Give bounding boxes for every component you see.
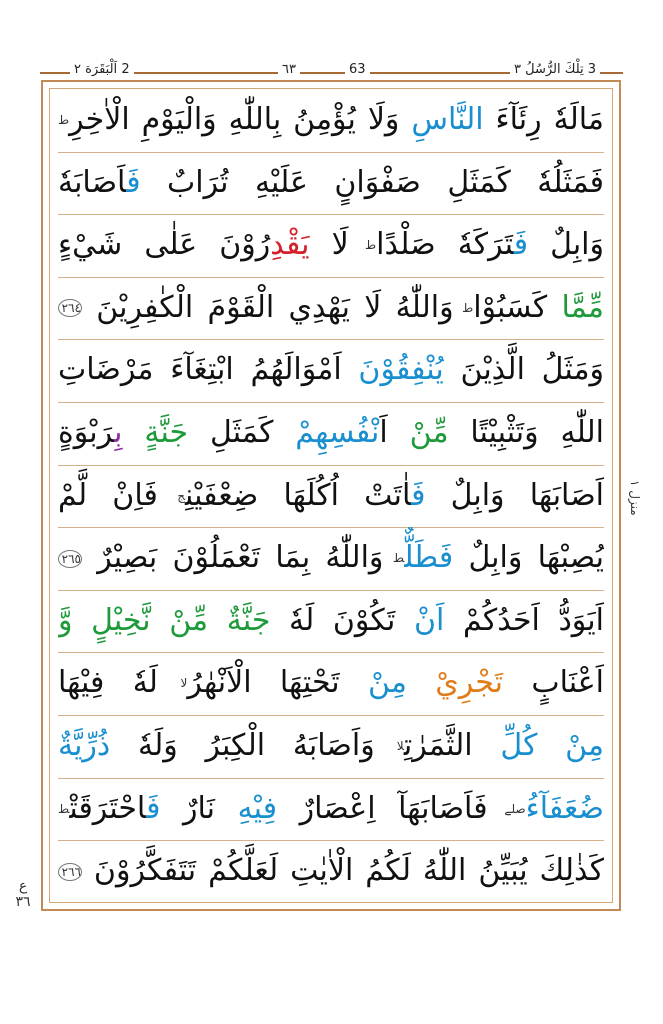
verse-text: بِ <box>114 415 123 450</box>
verse-text: وَلَا يُؤْمِنُ بِاللّٰهِ وَالْيَوْمِ الْاٰخِرِ <box>69 102 412 137</box>
verse-text: يُنْفِقُوْنَ <box>358 352 444 388</box>
verse-text: النَّاسِ <box>411 102 484 137</box>
verse-text: الثَّمَرٰتِ <box>403 728 501 763</box>
page-header <box>40 62 623 82</box>
verse-text: مِّمَّا <box>561 289 604 325</box>
verse-text <box>151 603 170 638</box>
verse-text: مَالَهٗ رِئَآءَ <box>483 102 604 137</box>
verse-text <box>407 665 435 700</box>
verse-text: يُصِبْهَا وَابِلٌ <box>453 540 604 576</box>
verse-text: لا <box>374 739 404 754</box>
text-area <box>49 88 613 903</box>
verse-text: اٰتَتْ اُكُلَهَا ضِعْفَيْنِ <box>185 477 412 513</box>
verse-line <box>58 527 604 591</box>
verse-text: كَذٰلِكَ يُبَيِّنُ اللّٰهُ لَكُمُ الْاٰيٰتِ لَعَلَّكُمْ تَتَفَكَّرُوْنَ <box>82 853 604 889</box>
verse-text: ط <box>383 551 405 566</box>
ruku-marker: ع ٣٦ <box>15 878 31 910</box>
ayah-number: ٢٦٦ <box>58 863 82 881</box>
verse-line <box>58 402 604 466</box>
verse-text: فِيْهِ <box>237 790 278 826</box>
verse-text: ضُعَفَآءُ <box>525 790 604 826</box>
verse-text: كَسَبُوْا <box>473 289 562 325</box>
verse-text: ذُرِّيَّةٌ <box>58 728 111 763</box>
verse-text: وَاللّٰهُ بِمَا تَعْمَلُوْنَ بَصِيْرٌ <box>82 540 384 576</box>
verse-text: اللّٰهِ وَتَثْبِيْتًا <box>448 415 604 450</box>
juz-label: 3 تِلْكَ الرُّسُلُ ٣ <box>510 62 600 77</box>
verse-text: ط <box>348 238 377 253</box>
verse-line <box>58 89 604 153</box>
verse-text: فَ <box>146 790 161 826</box>
verse-text: ج <box>157 488 186 503</box>
verse-text: اَمْوَالَهُمُ ابْتِغَآءَ مَرْضَاتِ <box>58 352 359 388</box>
verse-line <box>58 214 604 278</box>
verse-text: تَكُوْنَ لَهٗ <box>270 602 414 638</box>
verse-text: ط <box>453 301 474 315</box>
ayah-number: ٢٦٤ <box>58 299 82 317</box>
surah-label: 2 اَلْبَقَرَة ٢ <box>70 62 134 77</box>
verse-text: رُوْنَ عَلٰى شَيْءٍ <box>58 227 271 263</box>
verse-text: تَحْتِهَا الْاَنْهٰرُ <box>187 665 368 701</box>
verse-text: تَرَكَهٗ صَلْدًا <box>376 227 514 263</box>
page-frame <box>41 80 621 911</box>
verse-text: لَهٗ فِيْهَا <box>58 665 158 701</box>
verse-text: كَمَثَلِ <box>188 415 296 450</box>
verse-text: اَعْنَابٍ <box>503 665 604 701</box>
verse-text: احْتَرَقَتْ <box>69 790 147 826</box>
manzil-marker: منزل ١ <box>628 480 642 516</box>
verse-text: اَصَابَهَا وَابِلٌ <box>425 477 604 513</box>
verse-text: جَنَّةٌ <box>226 602 271 638</box>
verse-text: نَّخِيْلٍ وَّ <box>58 602 151 638</box>
verse-text: رَبْوَةٍ <box>58 415 115 450</box>
verse-text: جَنَّةٍ <box>144 415 189 450</box>
verse-text: فَمَثَلُهٗ كَمَثَلِ صَفْوَانٍ عَلَيْهِ تُرَابٌ <box>140 164 604 200</box>
verse-line <box>58 590 604 654</box>
verse-line <box>58 652 604 716</box>
verse-text: ط <box>58 801 70 816</box>
ayah-number: ٢٦٥ <box>58 550 82 568</box>
verse-text: نَارٌ <box>160 790 238 826</box>
verse-text: مِنْ <box>368 665 407 701</box>
verse-text: مِّنْ <box>409 415 449 450</box>
verse-text: لا <box>157 676 188 691</box>
verse-text: فَاِنْ لَّمْ <box>58 477 158 513</box>
verse-text: فَاَصَابَهَآ اِعْصَارٌ <box>277 790 488 826</box>
verse-text: تَجْرِيْ <box>435 665 503 701</box>
verse-text: نْفُسِهِمْ <box>295 415 380 450</box>
verse-line <box>58 840 604 903</box>
verse-text: لَا <box>309 227 349 263</box>
verse-text <box>208 603 227 638</box>
verse-text: وَاللّٰهُ لَا يَهْدِي الْقَوْمَ الْكٰفِرِيْنَ <box>82 289 454 325</box>
verse-text: يَقْدِ <box>270 227 310 263</box>
verse-line <box>58 778 604 842</box>
page-number-arabic: ٦٣ <box>278 62 300 77</box>
verse-text: فَطَلٌّ <box>404 540 454 576</box>
verse-line <box>58 715 604 779</box>
verse-text: فَ <box>513 227 529 263</box>
verse-text: ط <box>58 113 70 128</box>
verse-text: اَيَوَدُّ اَحَدُكُمْ <box>444 602 604 638</box>
verse-text: مِنْ كُلِّ <box>500 728 604 763</box>
verse-text: وَمَثَلُ الَّذِيْنَ <box>443 352 604 388</box>
verse-line <box>58 339 604 403</box>
verse-line <box>58 277 604 341</box>
verse-line <box>58 465 604 529</box>
verse-text: فَ <box>126 164 141 200</box>
verse-text: وَاَصَابَهُ الْكِبَرُ وَلَهٗ <box>110 728 375 763</box>
verse-text: صلے <box>487 801 526 816</box>
verse-text: اَصَابَهٗ <box>58 164 127 200</box>
verse-text: مِّنْ <box>169 602 209 638</box>
verse-text: وَابِلٌ <box>528 227 604 263</box>
verse-text: اَ <box>379 415 410 450</box>
verse-line <box>58 152 604 216</box>
verse-text: اَنْ <box>413 602 445 638</box>
verse-text: فَ <box>411 477 426 513</box>
page-number: 63 <box>345 62 370 77</box>
verse-text <box>122 415 144 450</box>
